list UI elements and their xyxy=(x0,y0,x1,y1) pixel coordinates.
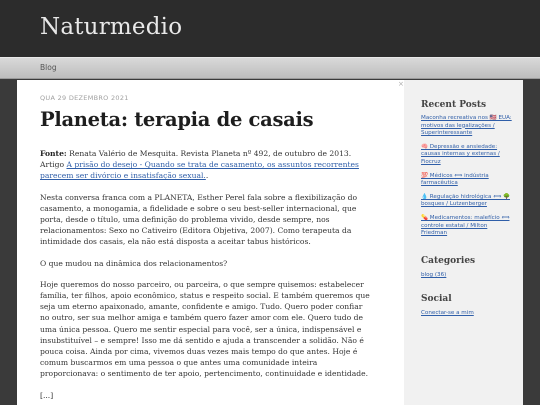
social-widget xyxy=(404,279,523,318)
recent-posts-widget xyxy=(404,80,523,238)
source-text: Renata Valério de Mesquita. Revista Planeta nº 492, de outubro de 2013. Artigo xyxy=(40,149,352,170)
post-source xyxy=(40,148,370,182)
category-link[interactable]: blog (36) xyxy=(421,271,447,278)
source-end: . xyxy=(205,171,209,181)
recent-posts-heading: Recent Posts xyxy=(421,100,487,110)
post-article xyxy=(40,94,370,401)
recent-post-link[interactable]: Maconha recreativa nos 🇺🇸 EUA: motivos das legalizações / Superinteressante xyxy=(421,115,512,137)
social-heading: Social xyxy=(421,294,452,305)
recent-post-link[interactable]: 💊 Medicamentos: malefício ⟺ controle estatal / Milton Friedman xyxy=(421,214,510,237)
post-paragraph-intro: Nesta conversa franca com a PLANETA, Esther Perel fala sobre a flexibilização do casamento, a monogamia, a fidelidade e sobre o seu best-seller internacional, que porta, desde o título, uma definição do problema vivido, desde sempre, nos relacionamentos: Sexo no Cativeiro (Editora Objetiva, 2007). Como terapeuta da intimidade dos casais, ela não está disposta a aceitar tabus históricos. xyxy=(40,192,358,247)
post-date: QUA 29 DEZEMBRO 2021 xyxy=(40,94,129,102)
nav-blog-link[interactable]: Blog xyxy=(40,63,57,72)
site-header xyxy=(0,0,540,57)
recent-post-link[interactable]: 🧠 Depressão e ansiedade: causas internas y externas / Fiocruz xyxy=(421,143,500,165)
site-title[interactable]: Naturmedio xyxy=(40,14,183,40)
recent-post-link[interactable]: 💯 Médicos ⟺ indústria farmacêutica xyxy=(421,172,489,187)
source-label: Fonte: xyxy=(40,149,67,158)
close-icon[interactable]: × xyxy=(398,80,404,88)
source-article-link[interactable]: A prisão do desejo - Quando se trata de casamento, os assuntos recorrentes parecem ser divórcio e insatisfação sexual. xyxy=(40,160,359,181)
sidebar xyxy=(404,80,523,405)
categories-widget xyxy=(404,238,523,280)
post-question: O que mudou na dinâmica dos relacionamentos? xyxy=(40,258,228,268)
social-connect-link[interactable]: Conectar-se a mim xyxy=(421,310,474,317)
categories-heading: Categories xyxy=(421,255,476,266)
post-paragraph-answer: Hoje queremos do nosso parceiro, ou parceira, o que sempre quisemos: estabelecer família, ter filhos, apoio econômico, status e respeito social. E também queremos que seja um eterno apaixonado, amante, confidente e amigo. Tudo. Quero poder confiar no outro, ser sua melhor amiga e também quero fazer amor com ele. Quero tudo de uma única pessoa. Quero me sentir especial para você, ser a única, indispensável e insubstituível – e sempre! Isso me dá sentido e ajuda a transcender a solidão. Não é pouca coisa. Ainda por cima, vivemos duas vezes mais tempo do que antes. Hoje é comum buscarmos em uma pessoa o que antes uma comunidade inteira proporcionava: o sentimento de ter apoio, pertencimento, continuidade e identidade. xyxy=(40,279,370,379)
recent-post-link[interactable]: 💧 Regulação hidrológica ⟺ 🌳 bosques / Lutzenberger xyxy=(421,193,510,208)
nav-bar xyxy=(0,57,540,79)
post-ellipsis: [...] xyxy=(40,390,54,400)
content-area xyxy=(17,80,523,405)
post-title: Planeta: terapia de casais xyxy=(40,108,314,131)
